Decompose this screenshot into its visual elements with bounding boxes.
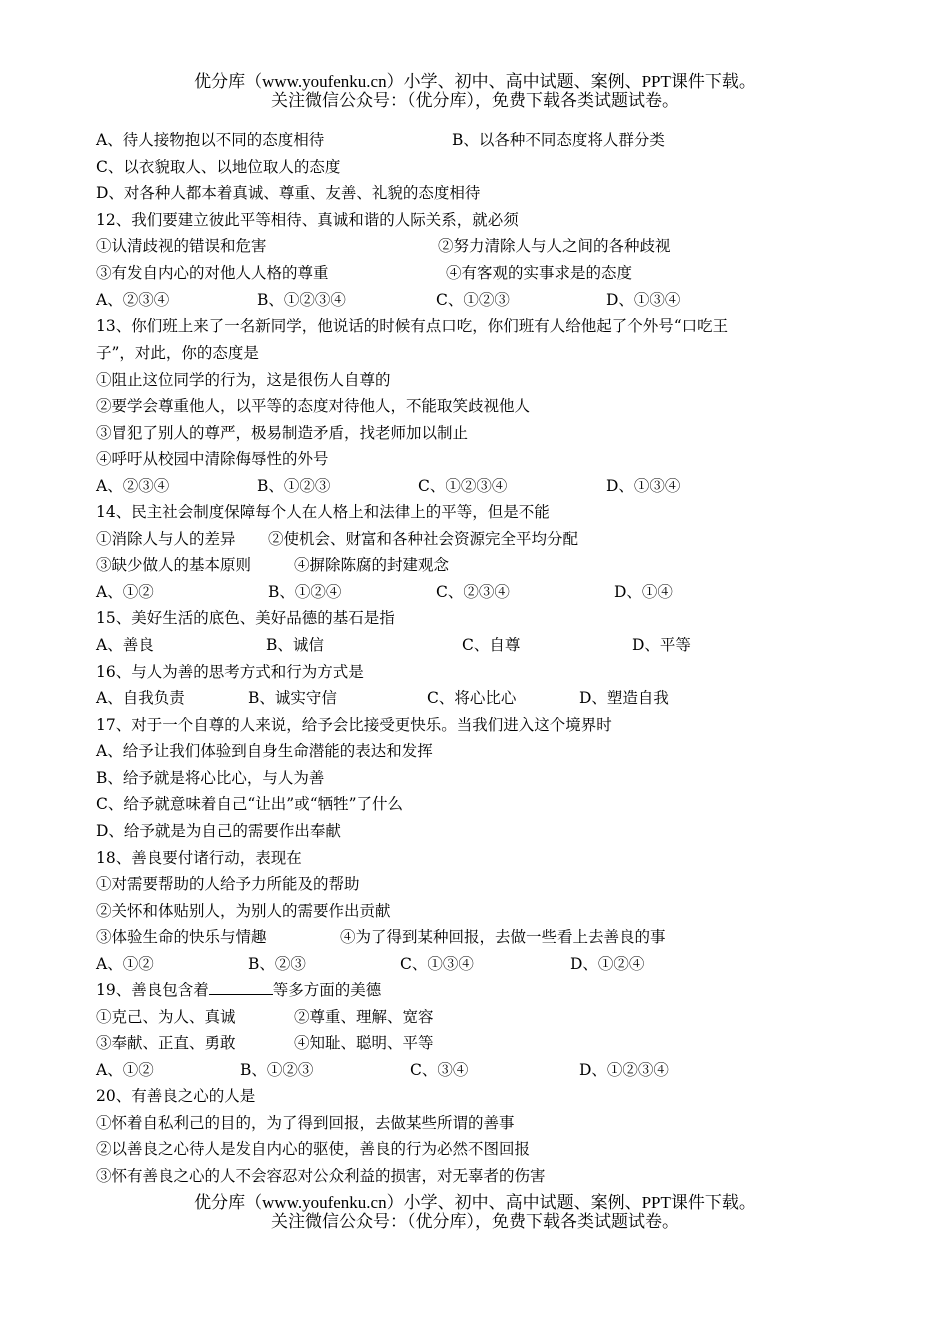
q12-item-4: ④有客观的实事求是的态度 (446, 264, 633, 282)
q14-item-2: ②使机会、财富和各种社会资源完全平均分配 (268, 530, 579, 548)
q13-item-4: ④呼吁从校园中清除侮辱性的外号 (96, 450, 329, 468)
q19-option-c: C、③④ (410, 1061, 469, 1079)
q11-option-c: C、以衣貌取人、以地位取人的态度 (96, 158, 341, 176)
q14-option-c: C、②③④ (436, 583, 510, 601)
page-footer (0, 1193, 950, 1231)
q12-item-3: ③有发自内心的对他人人格的尊重 (96, 264, 329, 282)
q19-stem (96, 980, 381, 1000)
q15-stem: 15、美好生活的底色、美好品德的基石是指 (96, 609, 395, 627)
q19-fill-blank (209, 980, 273, 995)
q19-item-2: ②尊重、理解、宽容 (294, 1008, 434, 1026)
q18-option-c: C、①③④ (400, 955, 474, 973)
page-header (0, 72, 950, 110)
q17-option-a: A、给予让我们体验到自身生命潜能的表达和发挥 (96, 742, 433, 760)
q13-item-2: ②要学会尊重他人，以平等的态度对待他人，不能取笑歧视他人 (96, 397, 531, 415)
q19-option-a: A、①② (96, 1061, 154, 1079)
q18-option-b: B、②③ (248, 955, 306, 973)
q14-item-1: ①消除人与人的差异 (96, 530, 236, 548)
q12-option-d: D、①③④ (606, 291, 681, 309)
q19-item-4: ④知耻、聪明、平等 (294, 1034, 434, 1052)
footer-line-1: 优分库（www.youfenku.cn）小学、初中、高中试题、案例、PPT课件下载。 (194, 1193, 756, 1212)
q18-option-d: D、①②④ (570, 955, 645, 973)
q19-option-b: B、①②③ (240, 1061, 314, 1079)
q11-option-b: B、以各种不同态度将人群分类 (452, 131, 665, 149)
footer-line-2: 关注微信公众号：（优分库），免费下载各类试题试卷。 (271, 1212, 679, 1231)
q17-stem: 17、对于一个自尊的人来说，给予会比接受更快乐。当我们进入这个境界时 (96, 716, 612, 734)
q16-option-c: C、将心比心 (427, 689, 517, 707)
q14-stem: 14、民主社会制度保障每个人在人格上和法律上的平等，但是不能 (96, 503, 550, 521)
q20-item-1: ①怀着自私利己的目的，为了得到回报，去做某些所谓的善事 (96, 1114, 515, 1132)
q17-option-c: C、给予就意味着自己“让出”或“牺牲”了什么 (96, 795, 404, 813)
q19-item-3: ③奉献、正直、勇敢 (96, 1034, 236, 1052)
q11-option-d: D、对各种人都本着真诚、尊重、友善、礼貌的态度相待 (96, 184, 481, 202)
q13-stem-line-2: 子”，对此，你的态度是 (96, 344, 259, 362)
q12-item-2: ②努力清除人与人之间的各种歧视 (438, 237, 671, 255)
q20-stem: 20、有善良之心的人是 (96, 1087, 256, 1105)
q13-item-3: ③冒犯了别人的尊严，极易制造矛盾，找老师加以制止 (96, 424, 469, 442)
q15-option-c: C、自尊 (462, 636, 521, 654)
q15-option-a: A、善良 (96, 636, 154, 654)
q12-stem: 12、我们要建立彼此平等相待、真诚和谐的人际关系，就必须 (96, 211, 519, 229)
q14-option-d: D、①④ (614, 583, 673, 601)
q19-item-1: ①克己、为人、真诚 (96, 1008, 236, 1026)
q15-option-d: D、平等 (632, 636, 691, 654)
q18-stem: 18、善良要付诸行动，表现在 (96, 849, 302, 867)
q18-option-a: A、①② (96, 955, 154, 973)
q14-item-4: ④摒除陈腐的封建观念 (294, 556, 450, 574)
q14-option-a: A、①② (96, 583, 154, 601)
header-line-2: 关注微信公众号：（优分库），免费下载各类试题试卷。 (271, 91, 679, 110)
q18-item-3: ③体验生命的快乐与情趣 (96, 928, 267, 946)
q11-option-a: A、待人接物抱以不同的态度相待 (96, 131, 325, 149)
q12-item-1: ①认清歧视的错误和危害 (96, 237, 267, 255)
q20-item-3: ③怀有善良之心的人不会容忍对公众利益的损害，对无辜者的伤害 (96, 1167, 546, 1185)
q19-option-d: D、①②③④ (579, 1061, 669, 1079)
q18-item-1: ①对需要帮助的人给予力所能及的帮助 (96, 875, 360, 893)
q17-option-d: D、给予就是为自己的需要作出奉献 (96, 822, 341, 840)
q16-option-b: B、诚实守信 (248, 689, 337, 707)
q13-option-a: A、②③④ (96, 477, 170, 495)
q15-option-b: B、诚信 (266, 636, 324, 654)
q17-option-b: B、给予就是将心比心，与人为善 (96, 769, 325, 787)
q12-option-b: B、①②③④ (257, 291, 346, 309)
q16-option-a: A、自我负责 (96, 689, 185, 707)
q14-option-b: B、①②④ (268, 583, 342, 601)
q13-option-d: D、①③④ (606, 477, 681, 495)
q13-item-1: ①阻止这位同学的行为，这是很伤人自尊的 (96, 371, 391, 389)
q13-option-b: B、①②③ (257, 477, 331, 495)
q18-item-4: ④为了得到某种回报，去做一些看上去善良的事 (340, 928, 666, 946)
q13-stem-line-1: 13、你们班上来了一名新同学，他说话的时候有点口吃，你们班有人给他起了个外号“口吃王 (96, 317, 729, 335)
q20-item-2: ②以善良之心待人是发自内心的驱使，善良的行为必然不图回报 (96, 1140, 531, 1158)
q12-option-c: C、①②③ (436, 291, 510, 309)
q16-option-d: D、塑造自我 (579, 689, 669, 707)
q18-item-2: ②关怀和体贴别人，为别人的需要作出贡献 (96, 902, 391, 920)
q12-option-a: A、②③④ (96, 291, 170, 309)
q14-item-3: ③缺少做人的基本原则 (96, 556, 252, 574)
q16-stem: 16、与人为善的思考方式和行为方式是 (96, 663, 364, 681)
q19-stem-before: 19、善良包含着 (96, 981, 209, 999)
q19-stem-after: 等多方面的美德 (272, 981, 382, 999)
q13-option-c: C、①②③④ (418, 477, 508, 495)
header-line-1: 优分库（www.youfenku.cn）小学、初中、高中试题、案例、PPT课件下载。 (194, 72, 756, 91)
